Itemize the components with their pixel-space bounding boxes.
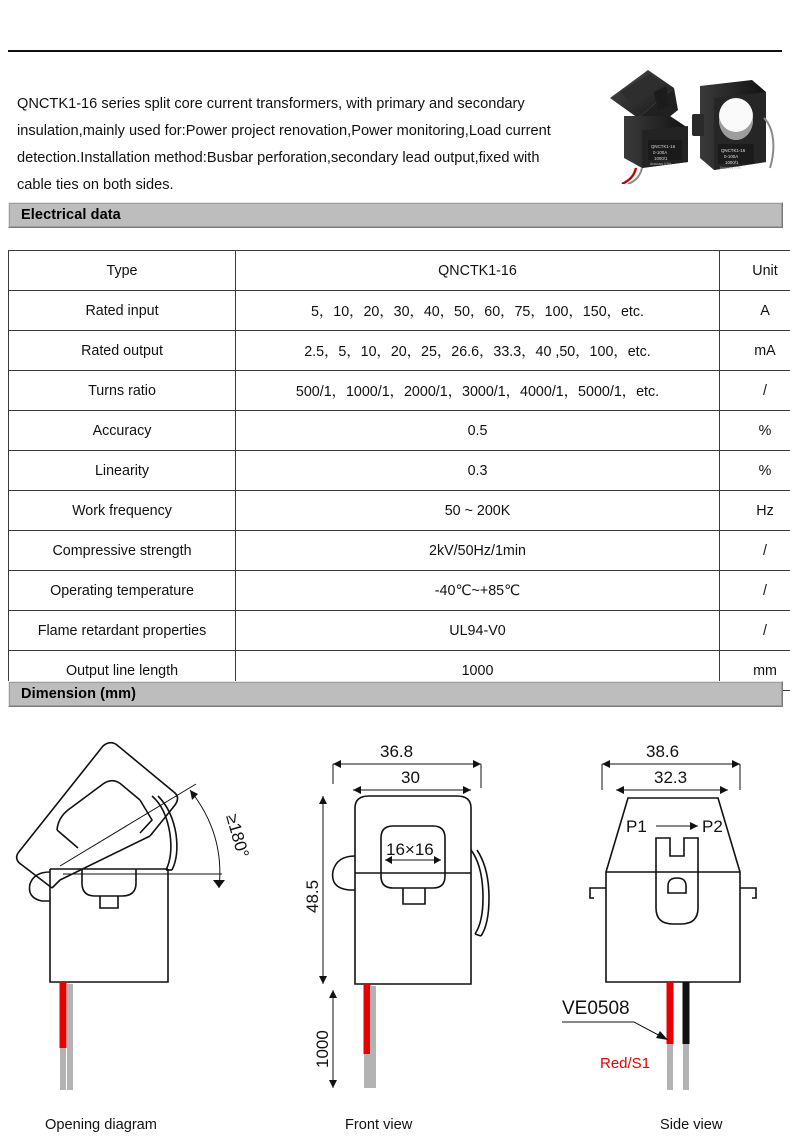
svg-text:1000/1: 1000/1: [725, 160, 739, 165]
svg-text:Accuracy 0.5%: Accuracy 0.5%: [720, 166, 742, 170]
dim-height-front: 48.5: [303, 879, 322, 913]
spec-name: Work frequency: [9, 491, 236, 531]
caption-side: Side view: [660, 1117, 723, 1133]
svg-text:1000/1: 1000/1: [654, 156, 668, 161]
wire-color-label: Red/S1: [600, 1055, 651, 1072]
spec-name: Operating temperature: [9, 571, 236, 611]
product-photo: [596, 58, 784, 184]
dim-lead-length-front: 1000: [313, 1030, 332, 1068]
spec-unit: /: [720, 611, 790, 651]
spec-name: Flame retardant properties: [9, 611, 236, 651]
spec-name: Compressive strength: [9, 531, 236, 571]
spec-value: 1000: [236, 651, 720, 691]
spec-name: Turns ratio: [9, 371, 236, 411]
dim-inner-width-side: 32.3: [654, 768, 688, 787]
svg-text:Accuracy 0.5%: Accuracy 0.5%: [650, 162, 672, 166]
table-row: [9, 291, 790, 331]
caption-opening: Opening diagram: [45, 1117, 157, 1133]
product-description: QNCTK1-16 series split core current transformers, with primary and secondary insulation,mainly used for:Power project renovation,Power monitoring,Load current detection.Installation method:Busbar perforation,secondary lead output,fixed with cable ties on both sides.: [17, 95, 551, 193]
spec-name: Output line length: [9, 651, 236, 691]
header-divider: [8, 50, 782, 52]
spec-unit: %: [720, 411, 790, 451]
spec-name: Type: [9, 251, 236, 291]
spec-unit: mA: [720, 331, 790, 371]
spec-name: Rated input: [9, 291, 236, 331]
section-header-electrical: [8, 202, 783, 228]
table-row: [9, 371, 790, 411]
spec-value: -40℃~+85℃: [236, 571, 720, 611]
section-title-electrical: Electrical data: [21, 207, 121, 223]
table-row: [9, 411, 790, 451]
dim-outer-width-side: 38.6: [646, 742, 680, 761]
spec-value: 5，10，20，30，40，50，60，75，100，150，etc.: [236, 291, 720, 331]
table-row: [9, 491, 790, 531]
caption-front: Front view: [345, 1117, 413, 1133]
table-row: [9, 531, 790, 571]
spec-unit: Unit: [720, 251, 790, 291]
dim-outer-width-front: 36.8: [380, 742, 414, 761]
spec-value: 500/1，1000/1，2000/1，3000/1，4000/1，5000/1，etc.: [236, 371, 720, 411]
spec-value: QNCTK1-16: [236, 251, 720, 291]
electrical-spec-table: [8, 250, 790, 691]
spec-value: 0.3: [236, 451, 720, 491]
spec-unit: /: [720, 371, 790, 411]
table-row: [9, 451, 790, 491]
spec-unit: /: [720, 571, 790, 611]
svg-text:0-100A: 0-100A: [724, 154, 739, 159]
terminal-p1: P1: [626, 817, 647, 836]
terminal-p2: P2: [702, 817, 723, 836]
spec-value: 0.5: [236, 411, 720, 451]
spec-unit: mm: [720, 651, 790, 691]
spec-name: Accuracy: [9, 411, 236, 451]
drawing-front: [285, 738, 520, 1141]
spec-unit: A: [720, 291, 790, 331]
table-row: [9, 331, 790, 371]
spec-unit: %: [720, 451, 790, 491]
svg-text:QNCTK1-16: QNCTK1-16: [651, 144, 676, 149]
section-header-dimension: [8, 681, 783, 707]
svg-text:0-100A: 0-100A: [653, 150, 668, 155]
drawing-side: [560, 738, 790, 1141]
spec-value: 2.5，5，10，20，25，26.6，33.3，40 ,50，100，etc.: [236, 331, 720, 371]
dim-inner-width-front: 30: [401, 768, 420, 787]
spec-value: 2kV/50Hz/1min: [236, 531, 720, 571]
spec-name: Linearity: [9, 451, 236, 491]
section-title-dimension: Dimension (mm): [21, 686, 136, 702]
drawing-opening: [0, 738, 280, 1141]
table-row: [9, 611, 790, 651]
dimension-drawings: [0, 738, 790, 1141]
dim-window-front: 16×16: [386, 840, 434, 859]
svg-text:QNCTK1-16: QNCTK1-16: [721, 148, 746, 153]
table-row: [9, 251, 790, 291]
wire-type-label: VE0508: [562, 998, 630, 1019]
spec-value: 50 ~ 200K: [236, 491, 720, 531]
table-row: [9, 571, 790, 611]
spec-name: Rated output: [9, 331, 236, 371]
spec-value: UL94-V0: [236, 611, 720, 651]
spec-unit: Hz: [720, 491, 790, 531]
angle-label: ≥180°: [222, 811, 253, 860]
spec-unit: /: [720, 531, 790, 571]
